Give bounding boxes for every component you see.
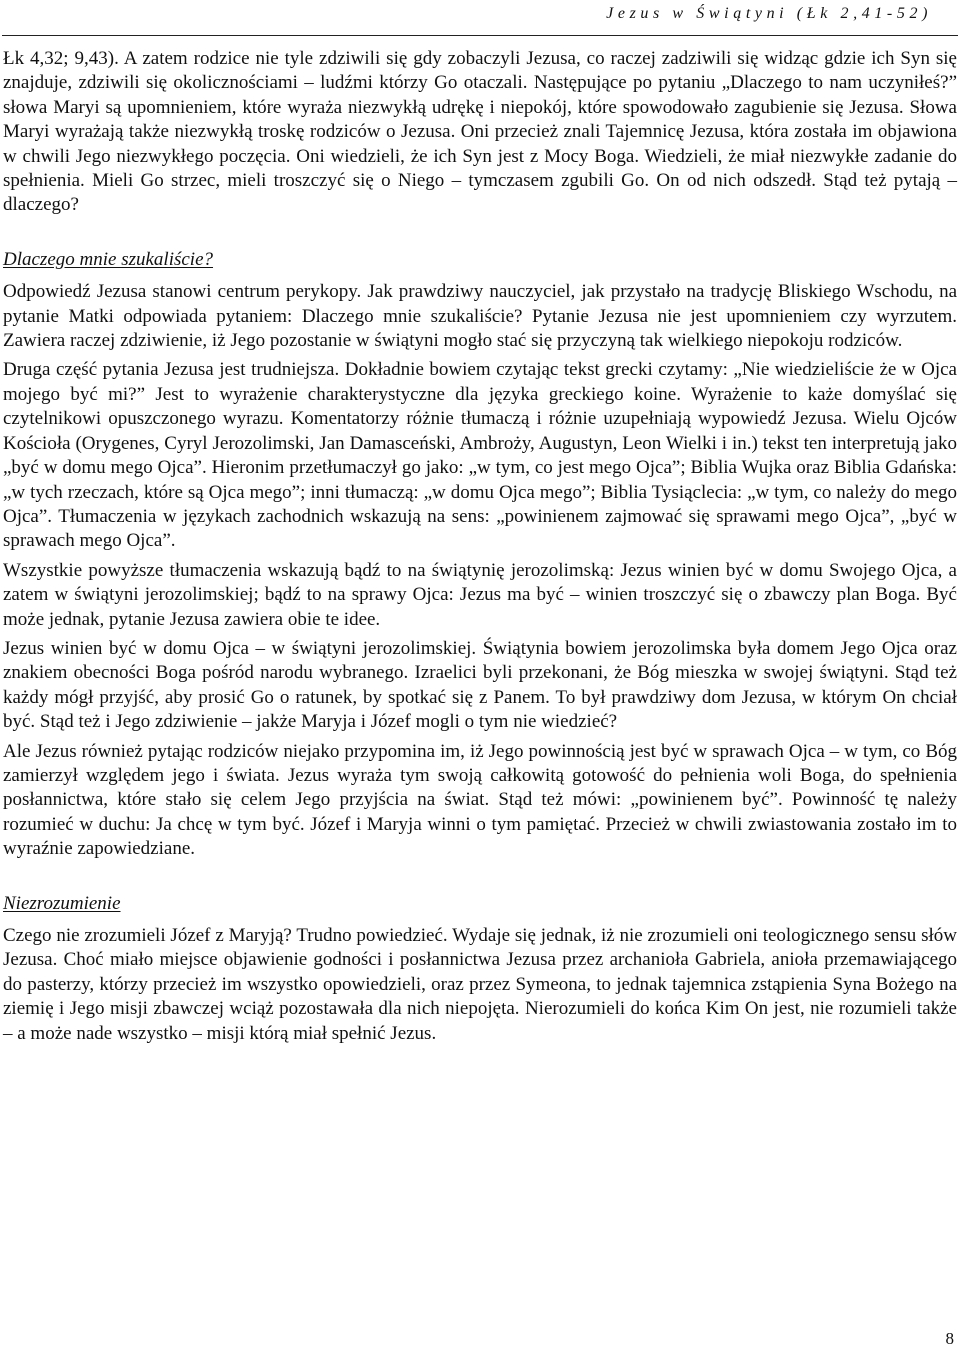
paragraph: Czego nie zrozumieli Józef z Maryją? Trudno powiedzieć. Wydaje się jednak, iż nie zrozumieli oni teologicznego sensu słów Jezusa. Choć miało miejsce objawienie godności i posłannictwa Jezusa przez archanioła Gabriela, anioła przemawiającego do pasterzy, którzy przecież im wszystko opowiedzieli, oraz przez Symeona, to jednak tajemnica zstąpienia Syna Bożego na ziemię i Jego misji zbawczej wciąż pozostawała dla nich niepojęta. Nierozumieli do końca Kim On jest, nie rozumieli także – a może nade wszystko – misji którą miał spełnić Jezus. [3, 925, 957, 1044]
header-rule [2, 35, 958, 36]
paragraph: Ale Jezus również pytając rodziców niejako przypomina im, iż Jego powinnością jest być w sprawach Ojca – w tym, co Bóg zamierzył względem jego i świata. Jezus wyraża tym swoją całkowitą gotowość do pełnienia woli Boga, do spełnienia posłannictwa, które stało się celem Jego przyjścia na świat. Stąd też mówi: „powinienem być”. Powinność tę należy rozumieć w duchu: Ja chcę w tym być. Józef i Maryja winni o tym pamiętać. Przecież w chwili zwiastowania zostało im to wyraźnie zapowiedziane. [3, 740, 957, 860]
paragraph: Jezus winien być w domu Ojca – w świątyni jerozolimskiej. Świątynia bowiem jerozolimska była domem Jego Ojca oraz znakiem obecności Boga pośród narodu wybranego. Izraelici byli przekonani, że Bóg mieszka w swojej świątyni. Stąd też każdy mógł przyjść, aby prosić Go o ratunek, by spotkać się z Panem. To był prawdziwy dom Jezusa, w którym On chciał być. Stąd też i Jego zdziwienie – jakże Maryja i Józef mogli o tym nie wiedzieć? [3, 637, 957, 733]
section-heading: Niezrozumienie [3, 892, 121, 914]
page-number: 8 [945, 1329, 954, 1348]
paragraph: Łk 4,32; 9,43). A zatem rodzice nie tyle zdziwili się gdy zobaczyli Jezusa, co raczej zadziwili się widząc gdzie ich Syn się znajduje, zdziwili się okolicznościami – ludźmi którzy Go otaczali. Następujące po pytaniu „Dlaczego to nam uczyniłeś?” słowa Maryi są upomnieniem, które wyraża niezwykłą udrękę i niepokój, które spowodowało zagubienie się Jezusa. Słowa Maryi wyrażają także niezwykłą troskę rodziców o Jezusa. Oni przecież znali Tajemnicę Jezusa, która została im objawiona w chwili Jego niezwykłego poczęcia. Oni wiedzieli, że ich Syn jest z Mocy Boga. Wiedzieli, że miał niezwykłe zadanie do spełnienia. Mieli Go strzec, mieli troszczyć się o Niego – tymczasem zgubili Go. On od nich odszedł. Stąd też pytają – dlaczego? [3, 48, 957, 216]
paragraph: Wszystkie powyższe tłumaczenia wskazują bądź to na świątynię jerozolimską: Jezus winien być w domu Swojego Ojca, a zatem w świątyni jerozolimskiej; bądź to na sprawy Ojca: Jezus ma być – winien troszczyć się o zbawczy plan Boga. Być może jednak, pytanie Jezusa zawiera obie te idee. [3, 559, 957, 630]
section-heading: Dlaczego mnie szukaliście? [3, 248, 214, 270]
document-body [3, 47, 957, 1051]
paragraph: Druga część pytania Jezusa jest trudniejsza. Dokładnie bowiem czytając tekst grecki czytamy: „Nie wiedzieliście że w Ojca mojego być mi?” Jest to wyrażenie charakterystyczne dla języka greckiego koine. Wyrażenie to każe domyślać się czytelnikowi opuszczonego wyrazu. Komentatorzy różnie tłumaczą i różnie uzupełniają wypowiedź Jezusa. Wielu Ojców Kościoła (Orygenes, Cyryl Jerozolimski, Jan Damasceński, Ambroży, Augustyn, Leon Wielki i in.) tekst ten interpretują jako „być w domu mego Ojca”. Hieronim przetłumaczył go jako: „w tym, co jest mego Ojca”; Biblia Wujka oraz Biblia Gdańska: „w tych rzeczach, które są Ojca mego”; inni tłumaczą: „w domu Ojca mego”; Biblia Tysiąclecia: „w tym, co należy do mego Ojca”. Tłumaczenia w językach zachodnich wskazują na sens: „powinienem zajmować się sprawami mego Ojca”, „być w sprawach mego Ojca”. [3, 359, 957, 552]
running-header: Jezus w Świątyni (Łk 2,41-52) [606, 5, 932, 22]
paragraph: Odpowiedź Jezusa stanowi centrum perykopy. Jak prawdziwy nauczyciel, jak przystało na tradycję Bliskiego Wschodu, na pytanie Matki odpowiada pytaniem: Dlaczego mnie szukaliście? Pytanie Jezusa nie jest upomnieniem czy wyrzutem. Zawiera raczej zdziwienie, iż Jego pozostanie w świątyni mogło stać się przyczyną tak wielkiego niepokoju rodziców. [3, 281, 957, 352]
